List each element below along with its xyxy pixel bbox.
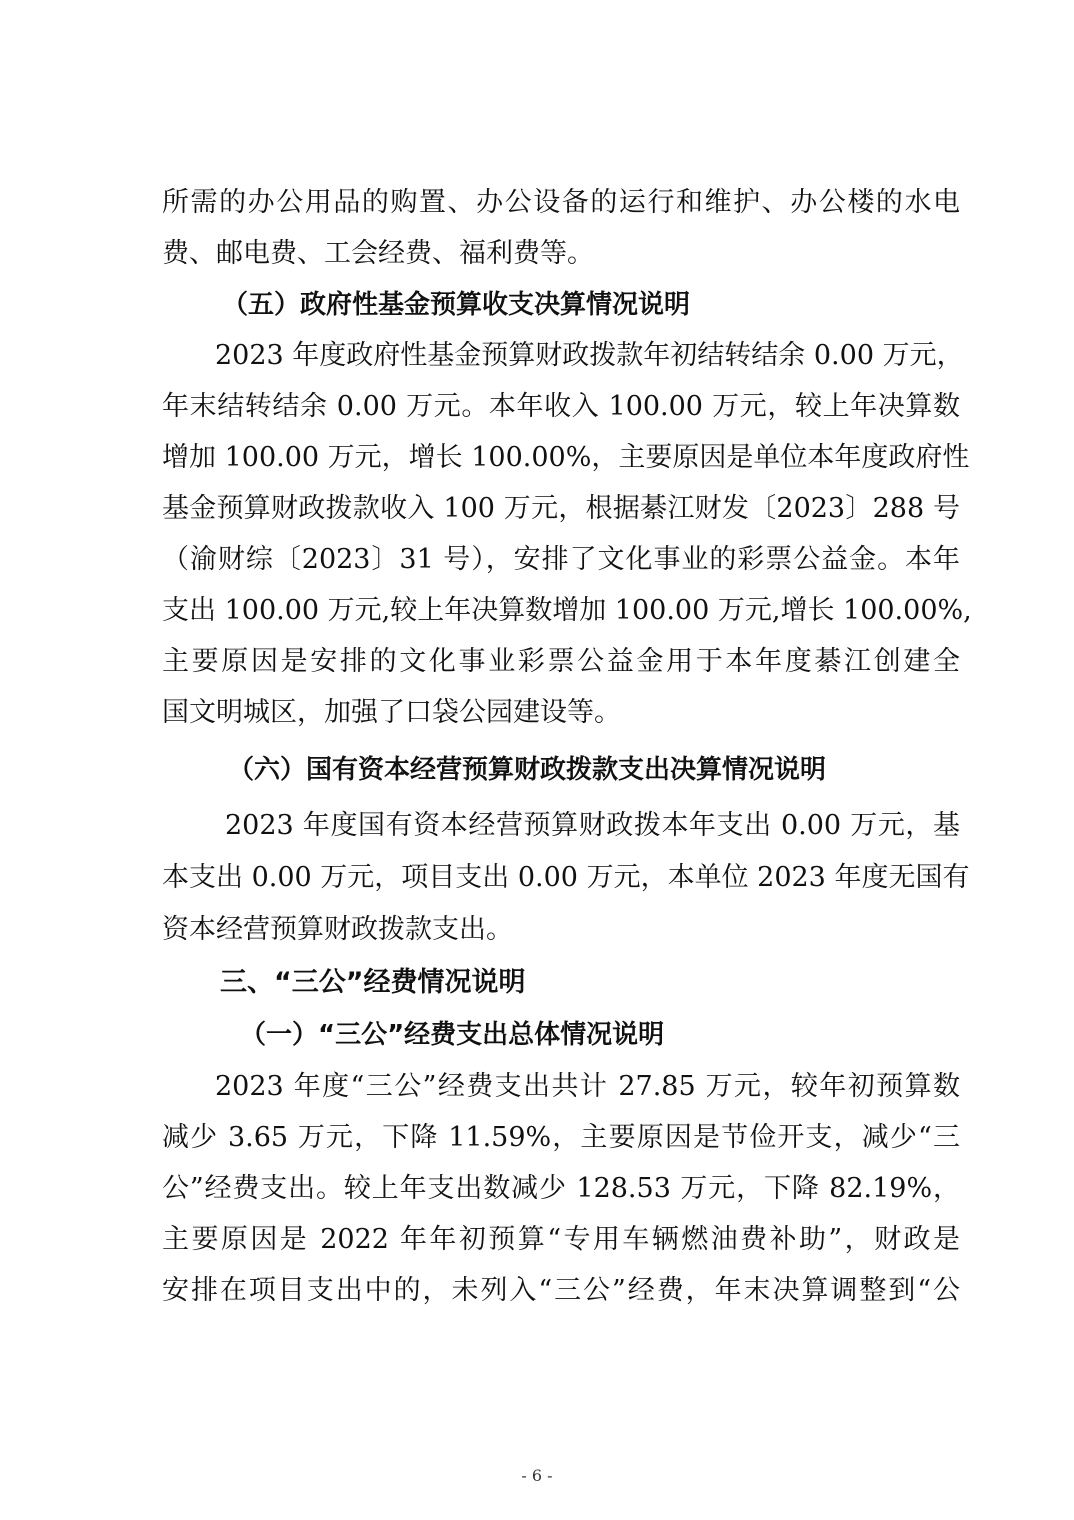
body-line: 资本经营预算财政拨款支出。 <box>162 914 513 945</box>
body-line: 增加 100.00 万元，增长 100.00%，主要原因是单位本年度政府性 <box>162 442 970 473</box>
section-heading: （一）“三公”经费支出总体情况说明 <box>240 1020 665 1050</box>
body-line: 本支出 0.00 万元，项目支出 0.00 万元，本单位 2023 年度无国有 <box>162 862 970 893</box>
section-heading: （六）国有资本经营预算财政拨款支出决算情况说明 <box>228 755 827 785</box>
body-line: 费、邮电费、工会经费、福利费等。 <box>162 238 594 269</box>
page-number: - 6 - <box>521 1466 553 1485</box>
body-line: 2023 年度国有资本经营预算财政拨本年支出 0.00 万元，基 <box>225 810 960 841</box>
body-line: 安排在项目支出中的，未列入“三公”经费，年末决算调整到“公 <box>162 1275 960 1306</box>
body-line: 2023 年度政府性基金预算财政拨款年初结转结余 0.00 万元， <box>215 340 964 371</box>
body-line: 2023 年度“三公”经费支出共计 27.85 万元，较年初预算数 <box>215 1071 960 1102</box>
body-line: （渝财综〔2023〕31 号），安排了文化事业的彩票公益金。本年 <box>162 544 960 575</box>
part-heading: 三、“三公”经费情况说明 <box>220 967 526 998</box>
body-line: 基金预算财政拨款收入 100 万元，根据綦江财发〔2023〕288 号 <box>162 493 960 524</box>
body-line: 主要原因是安排的文化事业彩票公益金用于本年度綦江创建全 <box>162 646 960 677</box>
body-line: 所需的办公用品的购置、办公设备的运行和维护、办公楼的水电 <box>162 187 960 218</box>
section-heading: （五）政府性基金预算收支决算情况说明 <box>222 290 691 320</box>
body-line: 国文明城区，加强了口袋公园建设等。 <box>162 697 621 728</box>
body-line: 年末结转结余 0.00 万元。本年收入 100.00 万元，较上年决算数 <box>162 391 960 422</box>
body-line: 公”经费支出。较上年支出数减少 128.53 万元，下降 82.19%， <box>162 1173 960 1204</box>
body-line: 主要原因是 2022 年年初预算“专用车辆燃油费补助”，财政是 <box>162 1224 960 1255</box>
body-line: 支出 100.00 万元,较上年决算数增加 100.00 万元,增长 100.00%, <box>162 595 972 626</box>
body-line: 减少 3.65 万元，下降 11.59%，主要原因是节俭开支，减少“三 <box>162 1122 960 1153</box>
